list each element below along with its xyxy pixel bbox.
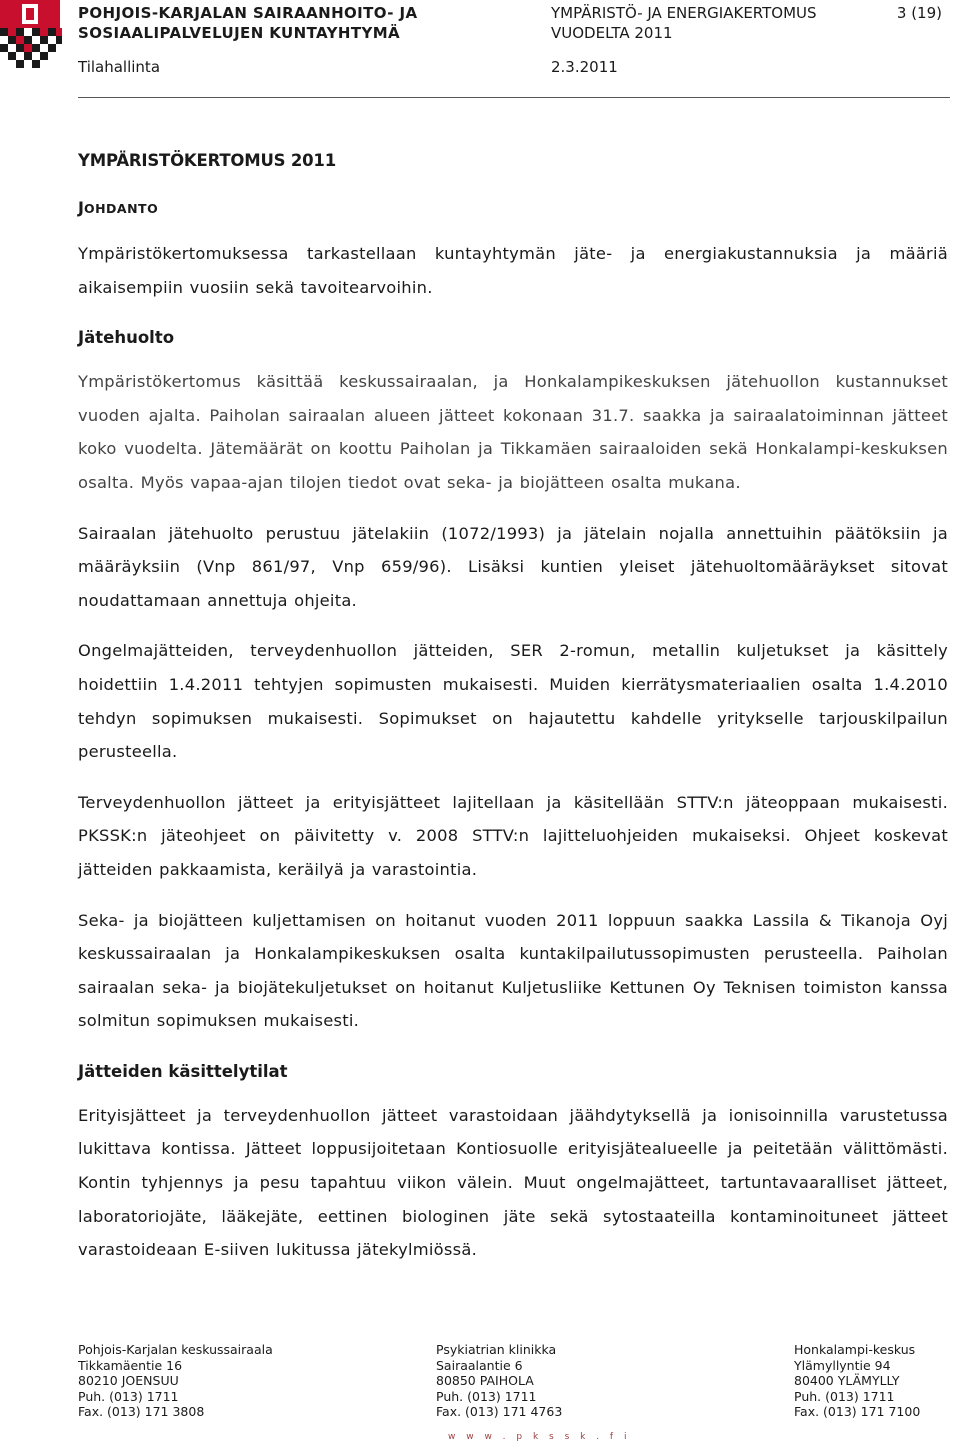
intro-paragraph: Ympäristökertomuksessa tarkastellaan kuntayhtymän jäte- ja energiakustannuksia ja määriä aikaisempiin vuosiin sekä tavoitearvoihin. <box>78 244 948 297</box>
footer-line: Puh. (013) 1711 <box>78 1388 179 1404</box>
footer-line: Puh. (013) 1711 <box>794 1388 895 1404</box>
document-body <box>78 150 948 1284</box>
header-organization <box>78 3 417 43</box>
website-link[interactable]: w w w . p k s s k . f i <box>448 1432 631 1442</box>
header-department: Tilahallinta <box>78 58 161 76</box>
footer-line: Fax. (013) 171 3808 <box>78 1404 205 1419</box>
jatehuolto-paragraph-4: Terveydenhuollon jätteet ja erityisjätteet lajitellaan ja käsitellään STTV:n jäteoppaan mukaisesti. PKSSK:n jäteohjeet on päivitetty v. 2008 STTV:n lajitteluohjeiden mukaiseksi. Ohjeet koskevat jätteiden pakkaamista, keräilyä ja varastointia. <box>78 792 948 879</box>
header-date: 2.3.2011 <box>551 58 618 76</box>
footer-line: Sairaalantie 6 <box>436 1357 523 1373</box>
header-doc-line2: VUODELTA 2011 <box>551 24 673 42</box>
footer-line: Psykiatrian klinikka <box>436 1342 557 1357</box>
footer-line: Puh. (013) 1711 <box>436 1388 537 1404</box>
footer-line: Tikkamäentie 16 <box>78 1357 183 1373</box>
heading-kasittelytilat: Jätteiden käsittelytilat <box>78 1061 288 1081</box>
header-org-line1: POHJOIS-KARJALAN SAIRAANHOITO- JA <box>78 4 418 22</box>
footer-address-honkalampi <box>794 1342 920 1420</box>
section-label-rest: OHDANTO <box>83 201 159 216</box>
page-number: 3 (19) <box>896 4 942 22</box>
footer-line: Honkalampi-keskus <box>794 1342 916 1357</box>
kasittelytilat-paragraph-1: Erityisjätteet ja terveydenhuollon jätteet varastoidaan jäähdytyksellä ja ionisoinnilla varustetussa lukittava kontissa. Jätteet loppusijoitetaan Kontiosuolle erityisjätealueelle ja peitetään välittömästi. Kontin tyhjennys ja pesu tapahtuu viikon välein. Muut ongelmajätteet, tartuntavaaralliset jätteet, laboratoriojäte, lääkejäte, eettinen biologinen jäte sekä sytostaateilla kontaminoituneet jätteet varastoideaan E-siiven lukitussa jätekylmiössä. <box>78 1105 948 1260</box>
footer-line: 80400 YLÄMYLLY <box>794 1373 900 1388</box>
footer-line: Ylämyllyntie 94 <box>794 1357 891 1373</box>
jatehuolto-paragraph-5: Seka- ja biojätteen kuljettamisen on hoitanut vuoden 2011 loppuun saakka Lassila & Tikanoja Oyj keskussairaalan ja Honkalampikeskuksen osalta kuntakilpailutussopimusten perusteella. Paiholan sairaalan seka- ja biojätekuljetukset on hoitanut Kuljetusliike Kettunen Oy Teknisen toimiston kanssa solmitun sopimuksen mukaisesti. <box>78 910 948 1031</box>
section-label-johdanto <box>78 198 948 219</box>
page-title: YMPÄRISTÖKERTOMUS 2011 <box>78 151 336 170</box>
header-divider <box>78 97 950 98</box>
jatehuolto-paragraph-3: Ongelmajätteiden, terveydenhuollon jätteiden, SER 2-romun, metallin kuljetukset ja käsittely hoidettiin 1.4.2011 tehtyjen sopimusten mukaisesti. Muiden kierrätysmateriaalien osalta 1.4.2010 tehdyn sopimuksen mukaisesti. Sopimukset on hajautettu kahdelle yritykselle tarjouskilpailun perusteella. <box>78 641 948 762</box>
footer-addresses <box>78 1342 938 1434</box>
jatehuolto-paragraph-2: Sairaalan jätehuolto perustuu jätelakiin (1072/1993) ja jätelain nojalla annettuihin päätöksiin ja määräyksiin (Vnp 861/97, Vnp 659/96). Lisäksi kuntien yleiset jätehuoltomääräykset sitovat noudattamaan annettuja ohjeita. <box>78 523 948 610</box>
header-doc-line1: YMPÄRISTÖ- JA ENERGIAKERTOMUS <box>551 4 817 22</box>
jatehuolto-paragraph-1: Ympäristökertomus käsittää keskussairaalan, ja Honkalampikeskuksen jätehuollon kustannukset vuoden ajalta. Paiholan sairaalan alueen jätteet kokonaan 31.7. saakka ja sairaalatoiminnan jätteet koko vuodelta. Jätemäärät on koottu Paiholan ja Tikkamäen sairaaloiden sekä Honkalampi-keskuksen osalta. Myös vapaa-ajan tilojen tiedot ovat seka- ja biojätteen osalta mukana. <box>78 372 948 492</box>
footer-line: Fax. (013) 171 4763 <box>436 1404 563 1419</box>
footer-line: 80850 PAIHOLA <box>436 1373 534 1388</box>
header-document <box>551 3 817 43</box>
footer-address-keskussairaala <box>78 1342 273 1420</box>
footer-address-psykiatria <box>436 1342 562 1420</box>
footer-line: 80210 JOENSUU <box>78 1373 179 1388</box>
organization-logo <box>0 0 62 68</box>
footer-line: Pohjois-Karjalan keskussairaala <box>78 1342 273 1357</box>
section-label-initial: J <box>78 198 84 217</box>
heading-jatehuolto: Jätehuolto <box>78 328 175 348</box>
footer-line: Fax. (013) 171 7100 <box>794 1404 921 1419</box>
header-org-line2: SOSIAALIPALVELUJEN KUNTAYHTYMÄ <box>78 24 401 42</box>
